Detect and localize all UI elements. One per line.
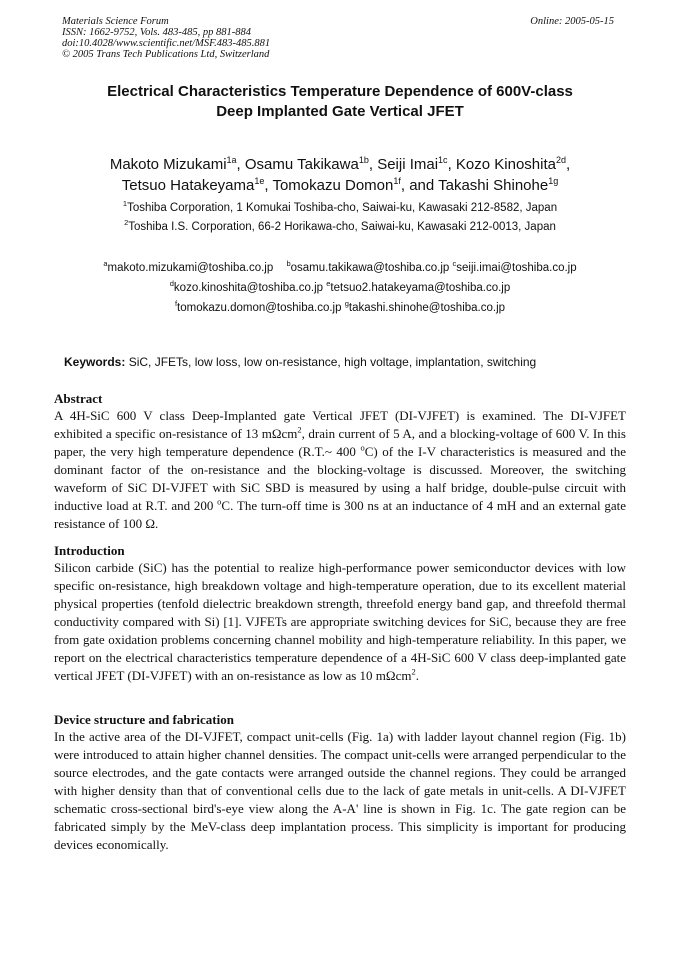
abstract-section xyxy=(54,390,626,533)
author-name: Osamu Takikawa xyxy=(244,156,359,173)
email-mark: e xyxy=(326,279,331,289)
author-name: Takashi Shinohe xyxy=(438,177,549,194)
device-section xyxy=(54,711,626,854)
email-link[interactable]: makoto.mizukami@toshiba.co.jp xyxy=(107,262,274,274)
abstract-body xyxy=(54,407,626,533)
email-link[interactable]: tomokazu.domon@toshiba.co.jp xyxy=(177,302,342,314)
author-separator: , xyxy=(566,156,571,173)
affiliation xyxy=(30,201,650,215)
abstract-text: C. The turn-off time is 300 ns at an inductance of 4 mH and an external gate resistance of 100 Ω. xyxy=(54,498,626,531)
author-name: Seiji Imai xyxy=(377,156,439,173)
paper-title-line: Deep Implanted Gate Vertical JFET xyxy=(216,103,464,120)
online-date: Online: 2005-05-15 xyxy=(530,16,614,27)
author-affil-mark: 2d xyxy=(555,155,566,165)
author-separator: , xyxy=(236,156,245,173)
introduction-text: Silicon carbide (SiC) has the potential to realize high-performance power semiconductor devices with low specific on-resistance, high breakdown voltage and high-temperature operation, due to its excellent material physical properties (tenfold dielectric breakdown strength, threefold energy band gap, and threefold thermal conductivity compared with Si) [1]. VJFETs are appropriate switching devices for SiC, because they are free from gate oxidation problems concerning channel mobility and high-temperature reliability. In this paper, we report on the electrical characteristics temperature dependence of a 4H-SiC 600 V class deep-implanted gate vertical JFET (DI-VJFET) with an on-resistance as low as 10 mΩcm xyxy=(54,560,626,683)
author-separator: , xyxy=(447,156,456,173)
author-line xyxy=(30,175,650,196)
paper-title xyxy=(60,82,620,122)
abstract-text: A 4H-SiC 600 V class Deep-Implanted gate Vertical JFET (DI-VJFET) is examined. The DI-VJFET exhibited a specific on-resistance of 13 mΩcm xyxy=(54,408,626,441)
superscript: 2 xyxy=(297,424,302,435)
author-affil-mark: 1a xyxy=(226,155,237,165)
author-affil-mark: 1f xyxy=(393,176,401,186)
email-mark: a xyxy=(103,259,108,269)
email-mark: c xyxy=(452,259,457,269)
abstract-text: C) of the I-V characteristics is measured and the dominant factor of the on-resistance and the blocking-voltage is discussed. Moreover, the switching waveform of SiC DI-VJFET with SiC SBD is measured by using a half bridge, double-pulse circuit with inductive load at R.T. and 200 xyxy=(54,444,626,513)
device-heading: Device structure and fabrication xyxy=(54,712,234,727)
author-name: Makoto Mizukami xyxy=(109,156,227,173)
introduction-heading: Introduction xyxy=(54,543,125,558)
author-separator: , xyxy=(264,177,273,194)
affiliation-text: Toshiba Corporation, 1 Komukai Toshiba-cho, Saiwai-ku, Kawasaki 212-8582, Japan xyxy=(127,202,558,214)
author-affil-mark: 1c xyxy=(438,155,448,165)
email-line xyxy=(30,278,650,298)
affiliation-mark: 1 xyxy=(122,199,128,209)
author-list xyxy=(30,154,650,196)
device-body: In the active area of the DI-VJFET, compact unit-cells (Fig. 1a) with ladder layout channel region (Fig. 1b) were introduced to attain higher channel densities. The compact unit-cells were arranged perpendicular to the source electrodes, and the gate contacts were arranged outside the channel regions. They could be arranged with higher density than that of conventional cells due to the lack of gate metals in unit-cells. A DI-VJFET schematic cross-sectional bird's-eye view along the A-A' line is shown in Fig. 1c. The gate region can be fabricated simply by the MeV-class deep implantation process. This simplicity is important for producing devices economically. xyxy=(54,729,626,852)
email-link[interactable]: osamu.takikawa@toshiba.co.jp xyxy=(290,262,450,274)
affiliation-mark: 2 xyxy=(124,218,129,228)
email-mark: b xyxy=(286,259,291,269)
email-mark: g xyxy=(344,299,349,309)
author-name: Kozo Kinoshita xyxy=(455,156,556,173)
affiliation-text: Toshiba I.S. Corporation, 66-2 Horikawa-cho, Saiwai-ku, Kawasaki 212-0013, Japan xyxy=(128,221,556,233)
author-name: Tomokazu Domon xyxy=(272,177,394,194)
author-separator: , xyxy=(368,156,378,173)
journal-issn: ISSN: 1662-9752, Vols. 483-485, pp 881-884 xyxy=(62,27,251,38)
author-affil-mark: 1g xyxy=(548,176,559,186)
author-affil-mark: 1b xyxy=(358,155,369,165)
introduction-section xyxy=(54,542,626,685)
introduction-body xyxy=(54,559,626,685)
email-link[interactable]: kozo.kinoshita@toshiba.co.jp xyxy=(173,282,324,294)
abstract-text: , drain current of 5 A, and a blocking-voltage of 600 V. In this paper, the very high temperature dependence (R.T.~ 400 xyxy=(54,426,626,459)
paper-title-line: Electrical Characteristics Temperature Dependence of 600V-class xyxy=(107,83,573,100)
journal-info xyxy=(62,16,270,60)
keywords xyxy=(64,355,624,369)
abstract-heading: Abstract xyxy=(54,391,103,406)
email-line xyxy=(30,298,650,318)
journal-name: Materials Science Forum xyxy=(62,16,169,27)
author-separator: , and xyxy=(400,177,439,194)
affiliation xyxy=(30,220,650,234)
journal-copyright: © 2005 Trans Tech Publications Ltd, Switzerland xyxy=(62,49,270,60)
superscript: o xyxy=(360,442,365,453)
introduction-text: . xyxy=(415,668,419,683)
author-line xyxy=(30,154,650,175)
journal-doi: doi:10.4028/www.scientific.net/MSF.483-485.881 xyxy=(62,38,271,49)
author-name: Tetsuo Hatakeyama xyxy=(121,177,255,194)
email-link[interactable]: seiji.imai@toshiba.co.jp xyxy=(456,262,577,274)
email-link[interactable]: tetsuo2.hatakeyama@toshiba.co.jp xyxy=(330,282,511,294)
keywords-text: SiC, JFETs, low loss, low on-resistance, high voltage, implantation, switching xyxy=(128,355,537,369)
email-link[interactable]: takashi.shinohe@toshiba.co.jp xyxy=(348,302,506,314)
superscript: 2 xyxy=(411,666,416,677)
author-affil-mark: 1e xyxy=(254,176,265,186)
superscript: o xyxy=(217,496,222,507)
email-line xyxy=(30,258,650,278)
email-list xyxy=(30,258,650,318)
email-mark: d xyxy=(169,279,174,289)
email-mark: f xyxy=(174,299,178,309)
keywords-label: Keywords: xyxy=(64,355,126,369)
